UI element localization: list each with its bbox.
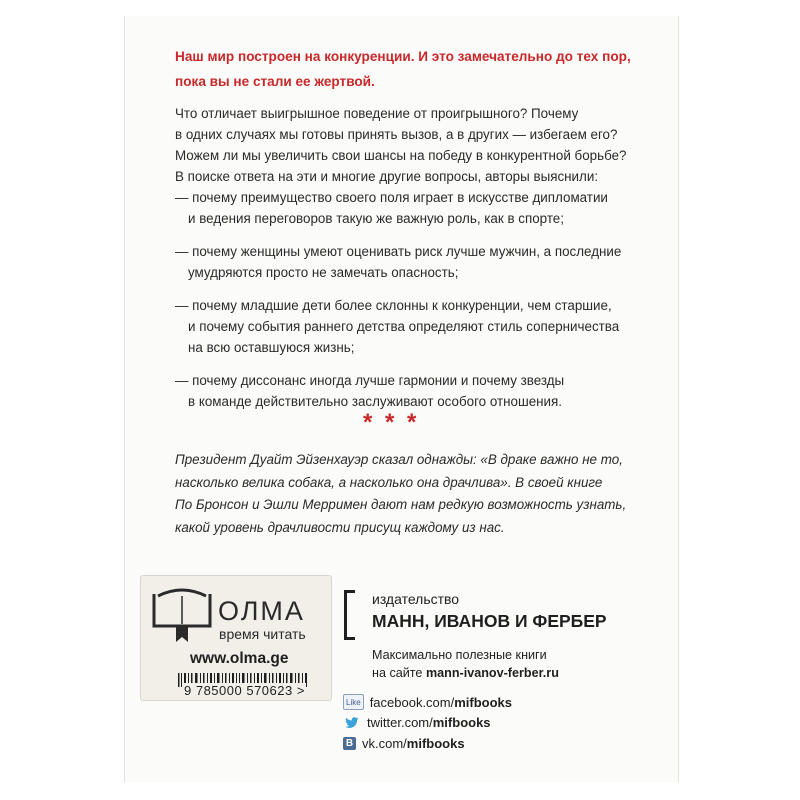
bullet-item [175, 370, 655, 412]
lead-text [175, 44, 655, 94]
facebook-handle: mifbooks [454, 694, 513, 710]
olma-book-logo-icon [150, 586, 214, 648]
quote-line: Президент Дуайт Эйзенхауэр сказал однажды: «В драке важно не то, [175, 452, 623, 467]
bullet-line: — почему преимущество своего поля играет в искусстве дипломатии [175, 190, 608, 205]
quote-paragraph [175, 449, 655, 539]
bullet-line: и почему события раннего детства определяют стиль соперничества [188, 319, 620, 334]
publisher-tagline [372, 646, 559, 682]
facebook-link[interactable] [343, 694, 512, 710]
facebook-prefix: facebook.com/ [369, 694, 455, 710]
bullet-item [175, 295, 655, 358]
vk-handle: mifbooks [406, 736, 465, 751]
facebook-like-icon: Like [343, 694, 364, 710]
twitter-prefix: twitter.com/ [367, 715, 433, 730]
bullet-line: на всю оставшуюся жизнь; [188, 340, 355, 355]
bullet-line: — почему диссонанс иногда лучше гармонии и почему звезды [175, 373, 565, 388]
publisher-name: МАНН, ИВАНОВ И ФЕРБЕР [372, 611, 607, 631]
intro-paragraph [175, 103, 655, 187]
quote-line: насколько велика собака, а насколько она драчлива». В своей книге [175, 474, 603, 490]
bullet-line: в команде действительно заслуживают особого отношения. [188, 394, 562, 409]
tagline-prefix: на сайте [372, 666, 426, 680]
bullet-item [175, 241, 655, 283]
bullet-line: умудряются просто не замечать опасность; [188, 265, 459, 280]
twitter-link[interactable] [343, 715, 491, 730]
publisher-website-link[interactable]: mann-ivanov-ferber.ru [425, 666, 559, 680]
twitter-handle: mifbooks [432, 715, 491, 730]
bullet-item [175, 187, 655, 229]
tagline-line [372, 664, 559, 682]
intro-line: в одних случаях мы готовы принять вызов, а в других — избегаем его? [175, 127, 618, 142]
vk-link[interactable] [343, 736, 465, 751]
barcode-number: 9 785000 570623 > [184, 683, 305, 698]
section-separator: * * * [363, 409, 420, 436]
bullet-line: и ведения переговоров такую же важную роль, как в спорте; [188, 211, 564, 226]
bullet-line: — почему женщины умеют оценивать риск лучше мужчин, а последние [175, 244, 622, 259]
bullet-line: — почему младшие дети более склонны к конкуренции, чем старшие, [175, 298, 612, 313]
quote-line: По Бронсон и Эшли Мерримен дают нам редкую возможность узнать, [175, 497, 627, 512]
vk-icon: В [343, 737, 356, 750]
olma-slogan: время читать [219, 626, 306, 642]
olma-brand: ОЛМА [218, 596, 305, 626]
tagline-line: Максимально полезные книги [372, 648, 547, 662]
intro-line: В поиске ответа на эти и многие другие вопросы, авторы выяснили: [175, 169, 599, 184]
publisher-bracket [344, 590, 355, 640]
bullet-list [175, 187, 655, 424]
lead-line: Наш мир построен на конкуренции. И это замечательно до тех пор, [175, 49, 631, 64]
intro-line: Что отличает выигрышное поведение от проигрышного? Почему [175, 106, 579, 121]
twitter-bird-icon [343, 716, 361, 730]
olma-url: www.olma.ge [190, 650, 289, 667]
lead-line: пока вы не стали ее жертвой. [175, 74, 375, 89]
intro-line: Можем ли мы увеличить свои шансы на победу в конкурентной борьбе? [175, 148, 627, 163]
publisher-label: издательство [372, 591, 460, 607]
vk-prefix: vk.com/ [362, 736, 407, 751]
quote-line: какой уровень драчливости присущ каждому из нас. [175, 519, 505, 535]
